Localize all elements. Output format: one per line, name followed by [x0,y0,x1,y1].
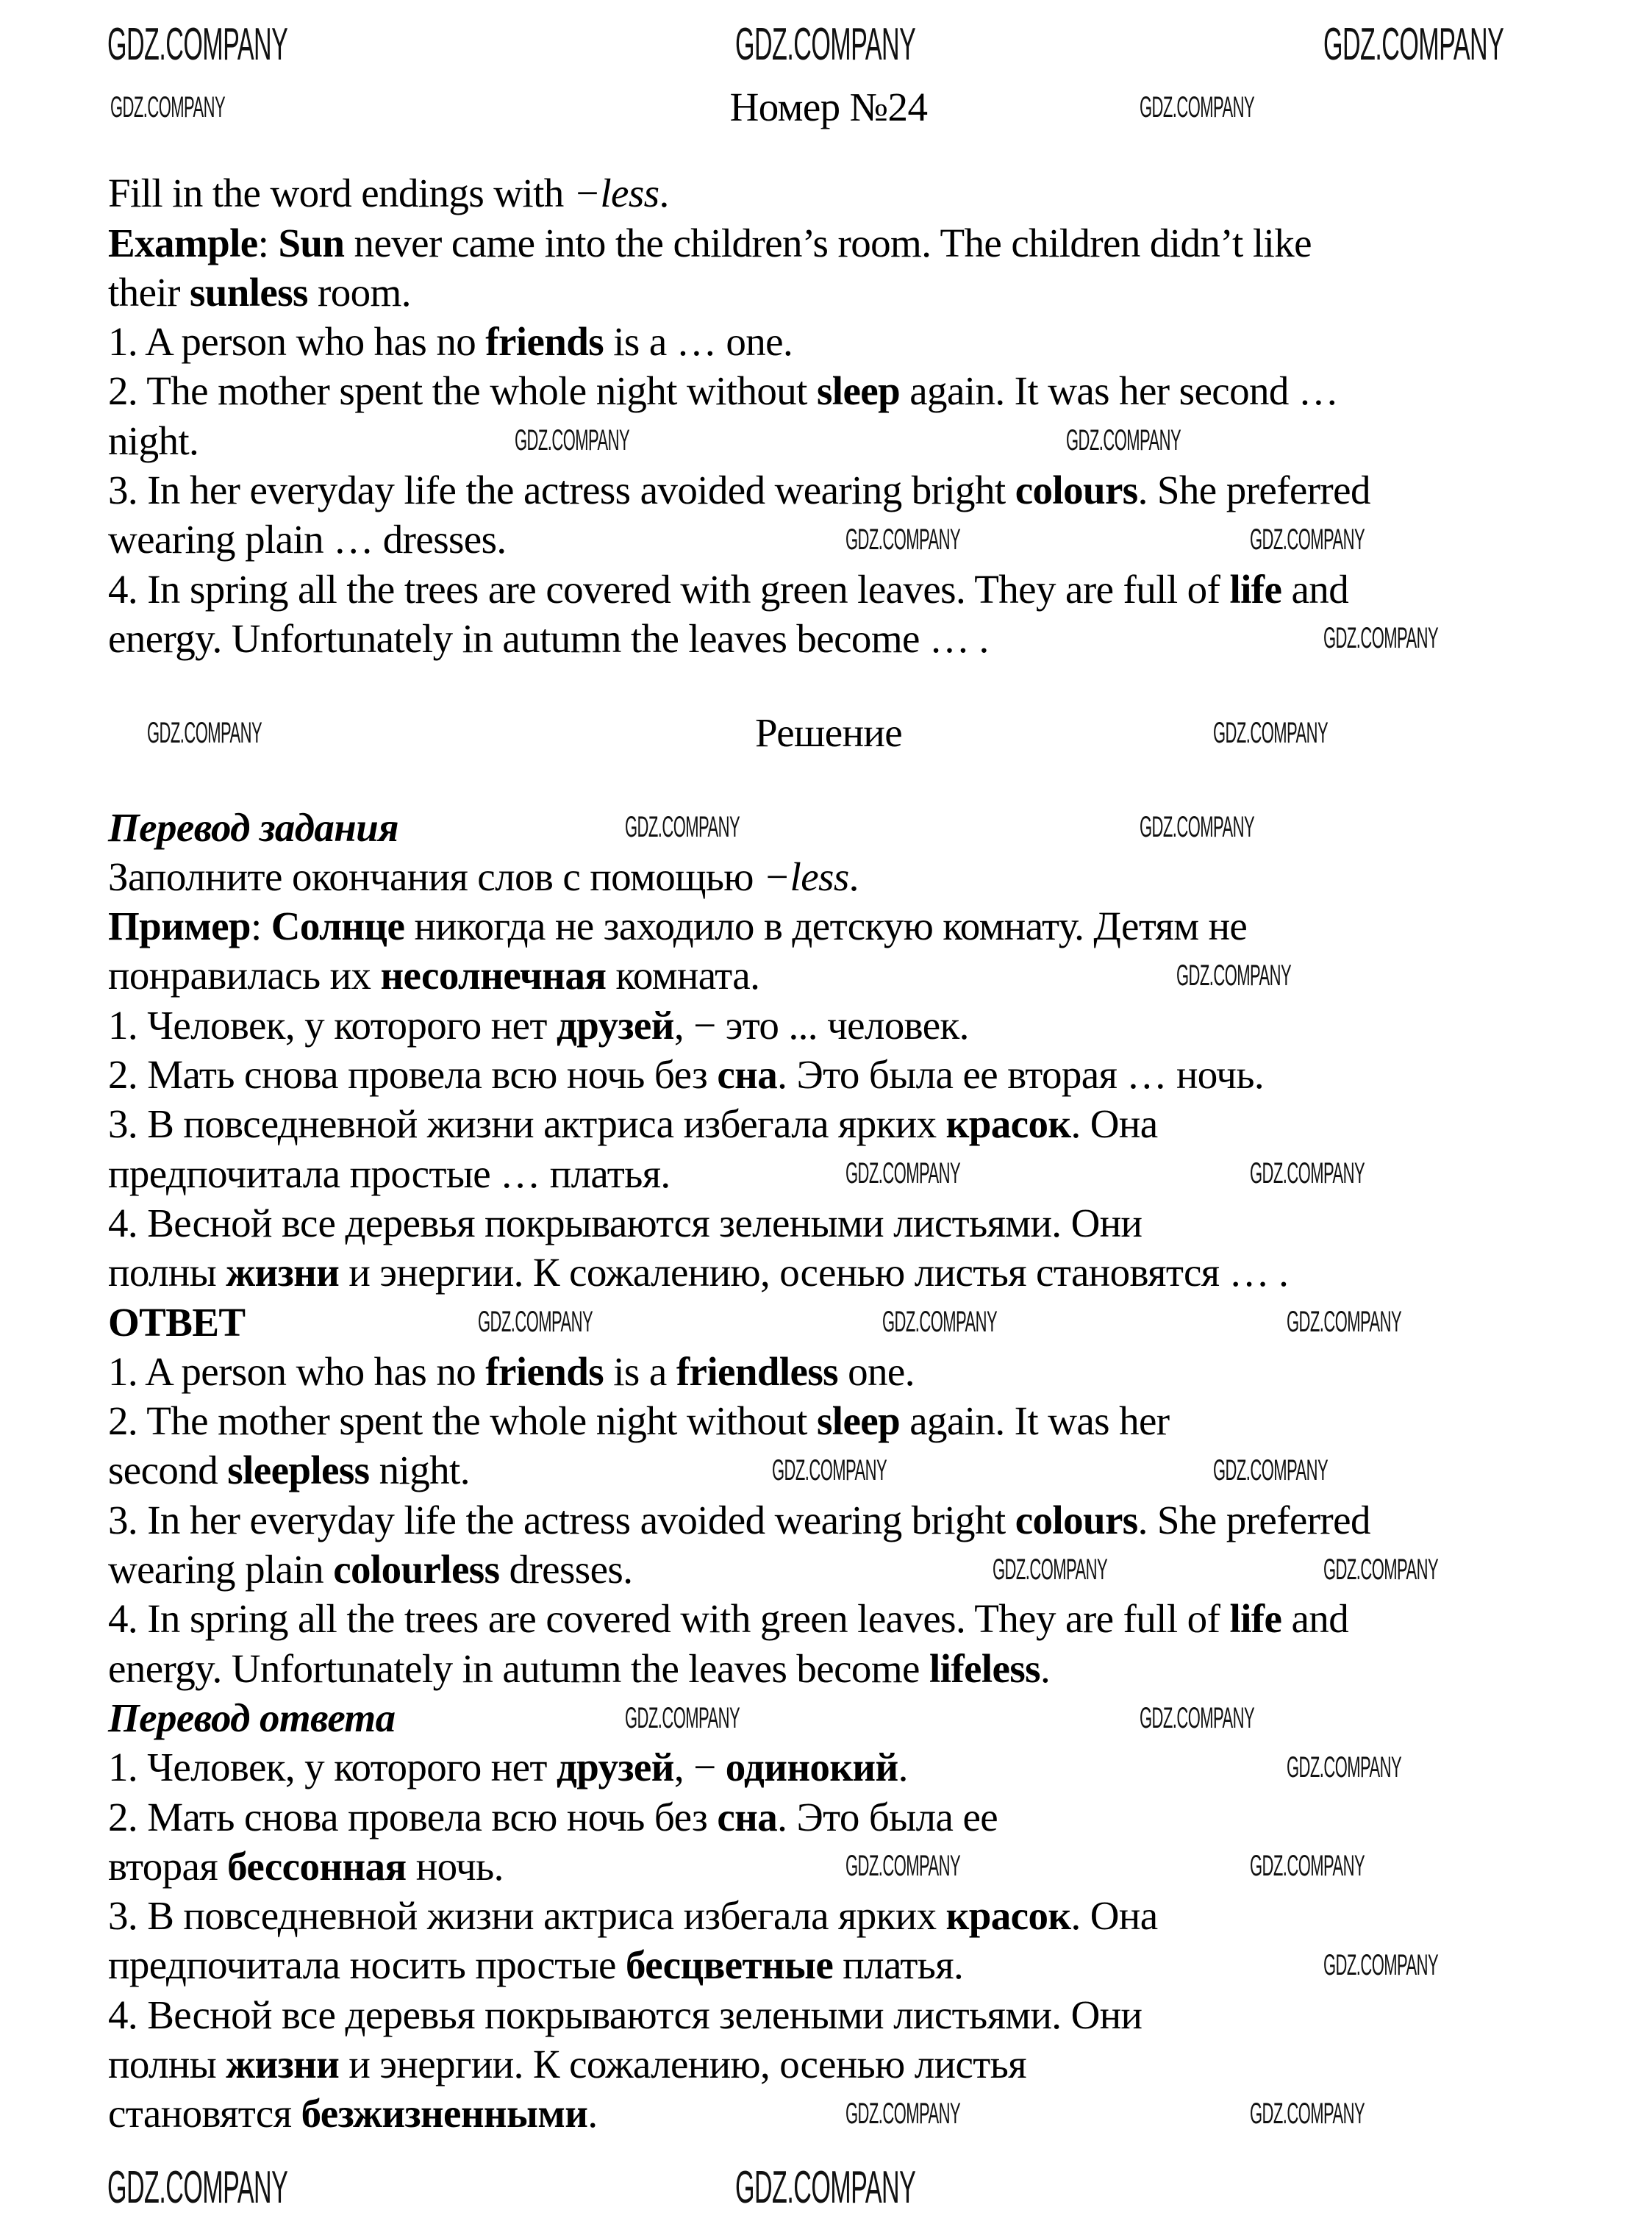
watermark: GDZ.COMPANY [515,424,630,457]
italic-text: −less [763,854,849,899]
watermark: GDZ.COMPANY [110,91,226,124]
text-segment: 3. В повседневной жизни актриса избегала ярких [108,1101,946,1147]
bold-text: life [1229,566,1282,612]
text-segment: . Это была ее вторая … ночь. [777,1052,1264,1098]
text-segment: again. It was her [900,1398,1170,1444]
watermark: GDZ.COMPANY [772,1454,887,1487]
bold-text: жизни [226,2041,340,2086]
text-segment: , − это ... человек. [673,1002,969,1048]
watermark: GDZ.COMPANY [107,2162,288,2213]
text-segment: again. It was her second … [900,368,1339,414]
text-segment: is a [604,1348,676,1394]
bold-text: Sun [278,220,345,265]
text-segment: is a … one. [604,319,793,365]
watermark: GDZ.COMPANY [1287,1751,1402,1784]
watermark: GDZ.COMPANY [1140,1702,1255,1734]
bold-text: друзей [557,1745,674,1790]
text-line [108,951,1578,1000]
bold-text: Example [108,220,258,265]
watermark: GDZ.COMPANY [107,19,288,70]
watermark: GDZ.COMPANY [1140,91,1255,124]
text-line [108,565,1578,614]
text-line [108,1495,1578,1545]
text-segment: : [257,220,279,265]
text-line [108,1990,1578,2039]
text-line [108,1396,1578,1445]
text-segment: . [1040,1645,1051,1691]
text-segment: Решение [754,710,903,756]
text-segment: становятся [108,2091,301,2136]
text-line [108,1198,1578,1248]
text-segment: и энергии. К сожалению, осенью листья становятся … . [339,1250,1289,1295]
bold-text: красок [945,1893,1071,1939]
watermark: GDZ.COMPANY [845,1157,961,1190]
bold-text: Пример [108,904,251,949]
bold-text: несолнечная [380,953,607,998]
text-segment: . Это была ее [777,1794,998,1839]
text-segment: . [848,854,859,899]
text-line [108,1693,1578,1742]
text-segment: and [1281,566,1349,612]
watermark: GDZ.COMPANY [1250,2098,1365,2130]
text-segment: 2. The mother spent the whole night without [108,1398,817,1444]
watermark: GDZ.COMPANY [845,2098,961,2130]
text-segment: night. [108,418,199,463]
watermark: GDZ.COMPANY [735,2162,916,2213]
text-segment: , − [673,1745,726,1790]
text-segment: 1. Человек, у которого нет [108,1745,557,1790]
text-segment: never came into the children’s room. The children didn’t like [344,220,1312,265]
text-segment: : [250,904,271,949]
text-segment: one. [837,1348,915,1394]
text-segment: ОТВЕТ [108,1299,246,1345]
watermark: GDZ.COMPANY [1213,1454,1329,1487]
text-segment: room. [307,269,411,315]
watermark: GDZ.COMPANY [1323,19,1504,70]
text-segment: предпочитала простые … платья. [108,1151,671,1196]
document-body [108,82,1578,2139]
text-line [108,2039,1578,2089]
bold-text: friendless [676,1348,838,1394]
text-line [108,168,1578,218]
text-segment: wearing plain … dresses. [108,517,507,562]
text-line [108,218,1578,268]
bold-text: sleep [816,368,901,414]
text-line [108,465,1578,515]
text-line [108,1050,1578,1099]
watermark: GDZ.COMPANY [1323,1553,1439,1586]
text-segment: 3. In her everyday life the actress avoided wearing bright [108,468,1015,513]
watermark: GDZ.COMPANY [845,1850,961,1882]
text-segment: 4. In spring all the trees are covered with green leaves. They are full of [108,566,1230,612]
bold-text: Солнце [271,904,405,949]
text-line [108,416,1578,465]
text-segment: никогда не заходило в детскую комнату. Детям не [404,904,1248,949]
text-line [108,366,1578,415]
text-segment: платья. [833,1942,964,1988]
text-line [108,268,1578,317]
text-segment: . Она [1070,1101,1158,1147]
text-segment: Перевод ответа [108,1695,396,1740]
bold-text: friends [485,1348,604,1394]
text-line [108,1248,1578,1297]
text-segment: вторая [108,1843,228,1889]
text-segment: 4. In spring all the trees are covered with green leaves. They are full of [108,1596,1230,1642]
watermark: GDZ.COMPANY [1323,622,1439,654]
bold-text: sleepless [227,1448,370,1493]
text-line [108,1594,1578,1643]
text-segment: 1. A person who has no [108,1348,486,1394]
text-segment: 3. В повседневной жизни актриса избегала ярких [108,1893,946,1939]
bold-text: sunless [189,269,308,315]
bold-text: друзей [557,1002,674,1048]
bold-text: colours [1015,468,1138,513]
text-segment: Перевод задания [108,804,398,850]
text-segment: wearing plain [108,1547,334,1592]
watermark: GDZ.COMPANY [1250,1850,1365,1882]
watermark: GDZ.COMPANY [1250,523,1365,556]
watermark: GDZ.COMPANY [1066,424,1181,457]
text-line [108,1792,1578,1842]
watermark: GDZ.COMPANY [882,1306,998,1338]
text-segment: second [108,1448,228,1493]
text-segment: 2. Мать снова провела всю ночь без [108,1052,718,1098]
text-line [108,317,1578,366]
watermark: GDZ.COMPANY [735,19,916,70]
text-segment: . [898,1745,908,1790]
bold-text: сна [717,1794,778,1839]
bold-text: безжизненными [301,2091,588,2136]
text-segment: ночь. [406,1843,504,1889]
text-segment: 2. The mother spent the whole night without [108,368,817,414]
text-segment: dresses. [499,1547,633,1592]
italic-text: −less [573,171,659,216]
bold-text: sleep [816,1398,901,1444]
text-line [108,1644,1578,1693]
watermark: GDZ.COMPANY [845,523,961,556]
text-segment: понравилась их [108,953,381,998]
text-segment: 4. Весной все деревья покрываются зелеными листьями. Они [108,1200,1143,1245]
text-segment: Fill in the word endings with [108,171,573,216]
watermark: GDZ.COMPANY [1287,1306,1402,1338]
page-title: Номер №24 [729,85,928,129]
bold-text: colourless [333,1547,500,1592]
bold-text: сна [717,1052,778,1098]
text-segment: and [1281,1596,1349,1642]
text-segment: night. [369,1448,470,1493]
text-segment: . Она [1070,1893,1158,1939]
text-segment: . She preferred [1137,1497,1370,1542]
text-segment: . [587,2091,598,2136]
text-line [108,708,1549,757]
text-line [108,901,1578,951]
watermark: GDZ.COMPANY [1323,1949,1439,1981]
text-segment: предпочитала носить простые [108,1942,626,1988]
text-segment: 4. Весной все деревья покрываются зелеными листьями. Они [108,1992,1143,2037]
bold-text: бесцветные [626,1942,834,1988]
text-line [108,1891,1578,1940]
text-segment: 1. A person who has no [108,319,486,365]
bold-text: life [1229,1596,1282,1642]
bold-text: friends [485,319,604,365]
text-segment: . [659,171,669,216]
watermark: GDZ.COMPANY [625,1702,740,1734]
watermark: GDZ.COMPANY [1140,811,1255,843]
watermark: GDZ.COMPANY [478,1306,593,1338]
text-line [108,803,1578,852]
bold-text: красок [945,1101,1071,1147]
bold-text: lifeless [929,1645,1040,1691]
text-line [108,852,1578,901]
text-line [108,1099,1578,1148]
text-segment: 2. Мать снова провела всю ночь без [108,1794,718,1839]
watermark: GDZ.COMPANY [625,811,740,843]
text-segment: Заполните окончания слов с помощью [108,854,764,899]
text-segment: energy. Unfortunately in autumn the leaves become [108,1645,929,1691]
text-segment: 1. Человек, у которого нет [108,1002,557,1048]
text-segment: 3. In her everyday life the actress avoided wearing bright [108,1497,1015,1542]
bold-text: одинокий [725,1745,898,1790]
text-segment: полны [108,2041,226,2086]
bold-text: colours [1015,1497,1138,1542]
text-line [108,1001,1578,1050]
watermark: GDZ.COMPANY [1250,1157,1365,1190]
text-segment: . She preferred [1137,468,1370,513]
watermark: GDZ.COMPANY [1176,959,1292,992]
text-segment: their [108,269,190,315]
text-segment: полны [108,1250,226,1295]
watermark: GDZ.COMPANY [993,1553,1108,1586]
text-segment: и энергии. К сожалению, осенью листья [339,2041,1026,2086]
watermark: GDZ.COMPANY [147,717,262,749]
text-segment: energy. Unfortunately in autumn the leaves become … . [108,615,989,661]
text-segment: комната. [606,953,760,998]
bold-text: жизни [226,1250,340,1295]
watermark: GDZ.COMPANY [1213,717,1329,749]
text-line [108,1347,1578,1396]
bold-text: бессонная [227,1843,407,1889]
